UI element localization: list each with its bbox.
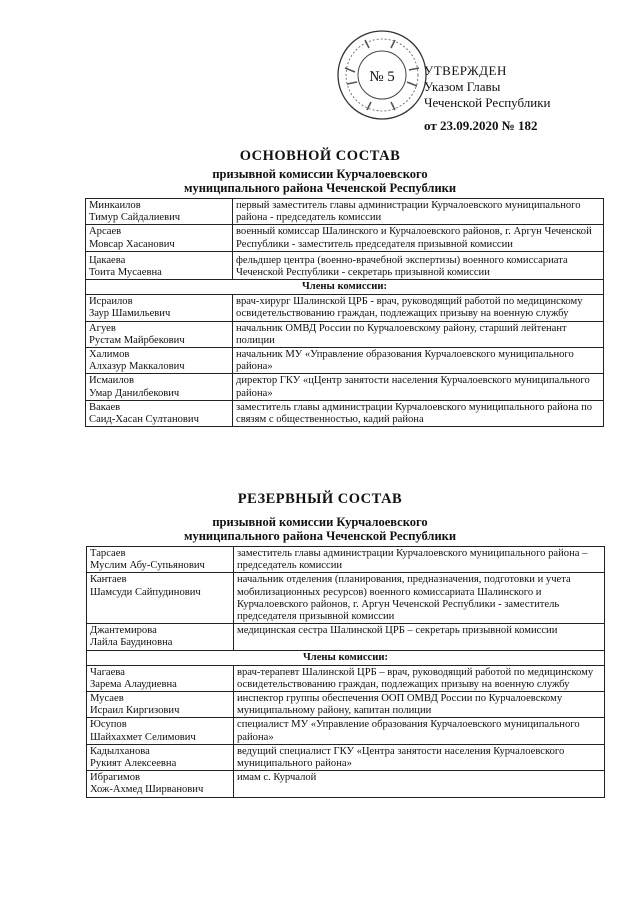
member-name: Арсаев Мовсар Хасанович bbox=[86, 225, 233, 251]
approval-date: от 23.09.2020 № 182 bbox=[424, 118, 538, 133]
member-position: фельдшер центра (военно-врачебной экспертизы) военного комиссариата Чеченской Республики - секретарь призывной комиссии bbox=[233, 251, 604, 279]
member-position: инспектор группы обеспечения ООП ОМВД России по Курчалоевскому муниципальному району, капитан полиции bbox=[234, 692, 605, 718]
member-name: Халимов Алхазур Маккалович bbox=[86, 348, 233, 374]
reserve-subtitle-2: муниципального района Чеченской Республики bbox=[183, 529, 457, 543]
member-position: первый заместитель главы администрации Курчалоевского муниципального района - председатель комиссии bbox=[233, 199, 604, 225]
member-position: врач-терапевт Шалинской ЦРБ – врач, руководящий работой по медицинскому освидетельствованию граждан, подлежащих призыву на военную службу bbox=[234, 665, 605, 691]
member-position: начальник МУ «Управление образования Курчалоевского муниципального района» bbox=[233, 348, 604, 374]
table-row bbox=[87, 547, 605, 573]
member-name: Агуев Рустам Майрбекович bbox=[86, 321, 233, 347]
section-row bbox=[87, 650, 605, 665]
approval-decree: Указом Главы bbox=[424, 79, 501, 94]
member-position: специалист МУ «Управление образования Курчалоевского муниципального района» bbox=[234, 718, 605, 744]
table-row bbox=[86, 225, 604, 251]
member-position: имам с. Курчалой bbox=[234, 771, 605, 797]
members-label: Члены комиссии: bbox=[87, 650, 605, 665]
table-row bbox=[86, 199, 604, 225]
reserve-table bbox=[86, 546, 605, 798]
member-name: Минкаилов Тимур Сайдалиевич bbox=[86, 199, 233, 225]
member-name: Вакаев Саид-Хасан Султанович bbox=[86, 400, 233, 426]
main-table bbox=[85, 198, 604, 427]
reserve-title: РЕЗЕРВНЫЙ СОСТАВ bbox=[237, 491, 403, 507]
table-row bbox=[87, 573, 605, 624]
member-name: Цакаева Тоита Мусаевна bbox=[86, 251, 233, 279]
member-position: ведущий специалист ГКУ «Центра занятости населения Курчалоевского муниципального района» bbox=[234, 744, 605, 770]
section-row bbox=[86, 280, 604, 295]
approval-heading: УТВЕРЖДЕН bbox=[424, 63, 507, 78]
member-name: Джантемирова Лайла Баудиновна bbox=[87, 624, 234, 650]
stamp-number: № 5 bbox=[369, 69, 395, 85]
member-position: заместитель главы администрации Курчалоевского муниципального района – председатель комиссии bbox=[234, 547, 605, 573]
table-row bbox=[86, 321, 604, 347]
main-title: ОСНОВНОЙ СОСТАВ bbox=[239, 148, 401, 164]
table-row bbox=[86, 295, 604, 321]
member-position: медицинская сестра Шалинской ЦРБ – секретарь призывной комиссии bbox=[234, 624, 605, 650]
member-name: Исраилов Заур Шамильевич bbox=[86, 295, 233, 321]
table-row bbox=[87, 718, 605, 744]
member-name: Тарсаев Муслим Абу-Супьянович bbox=[87, 547, 234, 573]
approval-block bbox=[424, 63, 551, 134]
member-name: Чагаева Зарема Алаудиевна bbox=[87, 665, 234, 691]
reserve-subtitle-1: призывной комиссии Курчалоевского bbox=[212, 515, 428, 529]
approval-republic: Чеченской Республики bbox=[424, 95, 551, 110]
table-row bbox=[86, 374, 604, 400]
member-position: врач-хирург Шалинской ЦРБ - врач, руководящий работой по медицинскому освидетельствованию граждан, подлежащих призыву на военную службу bbox=[233, 295, 604, 321]
member-name: Кантаев Шамсуди Сайпудинович bbox=[87, 573, 234, 624]
table-row bbox=[87, 665, 605, 691]
member-name: Ибрагимов Хож-Ахмед Ширванович bbox=[87, 771, 234, 797]
members-label: Члены комиссии: bbox=[86, 280, 604, 295]
table-row bbox=[87, 744, 605, 770]
member-position: заместитель главы администрации Курчалоевского муниципального района по связям с общественностью, кадий района bbox=[233, 400, 604, 426]
table-row bbox=[87, 692, 605, 718]
table-row bbox=[86, 400, 604, 426]
member-name: Исмаилов Умар Данилбекович bbox=[86, 374, 233, 400]
main-subtitle-1: призывной комиссии Курчалоевского bbox=[212, 167, 428, 181]
member-name: Юсупов Шайхахмет Селимович bbox=[87, 718, 234, 744]
member-position: директор ГКУ «цЦентр занятости населения Курчалоевского муниципального района» bbox=[233, 374, 604, 400]
table-row bbox=[86, 251, 604, 279]
main-subtitle-2: муниципального района Чеченской Республики bbox=[183, 181, 457, 195]
table-row bbox=[87, 624, 605, 650]
seal-stamp bbox=[335, 28, 429, 122]
member-name: Кадылханова Рукият Алексеевна bbox=[87, 744, 234, 770]
table-row bbox=[86, 348, 604, 374]
table-row bbox=[87, 771, 605, 797]
member-name: Мусаев Исраил Киргизович bbox=[87, 692, 234, 718]
member-position: военный комиссар Шалинского и Курчалоевского районов, г. Аргун Чеченской Республики - заместитель председателя призывной комиссии bbox=[233, 225, 604, 251]
member-position: начальник отделения (планирования, предназначения, подготовки и учета мобилизационных ресурсов) военного комиссариата Шалинского и Курчалоевского районов, г. Аргун Чеченской Республики - заместитель председателя призывной комиссии bbox=[234, 573, 605, 624]
member-position: начальник ОМВД России по Курчалоевскому району, старший лейтенант полиции bbox=[233, 321, 604, 347]
